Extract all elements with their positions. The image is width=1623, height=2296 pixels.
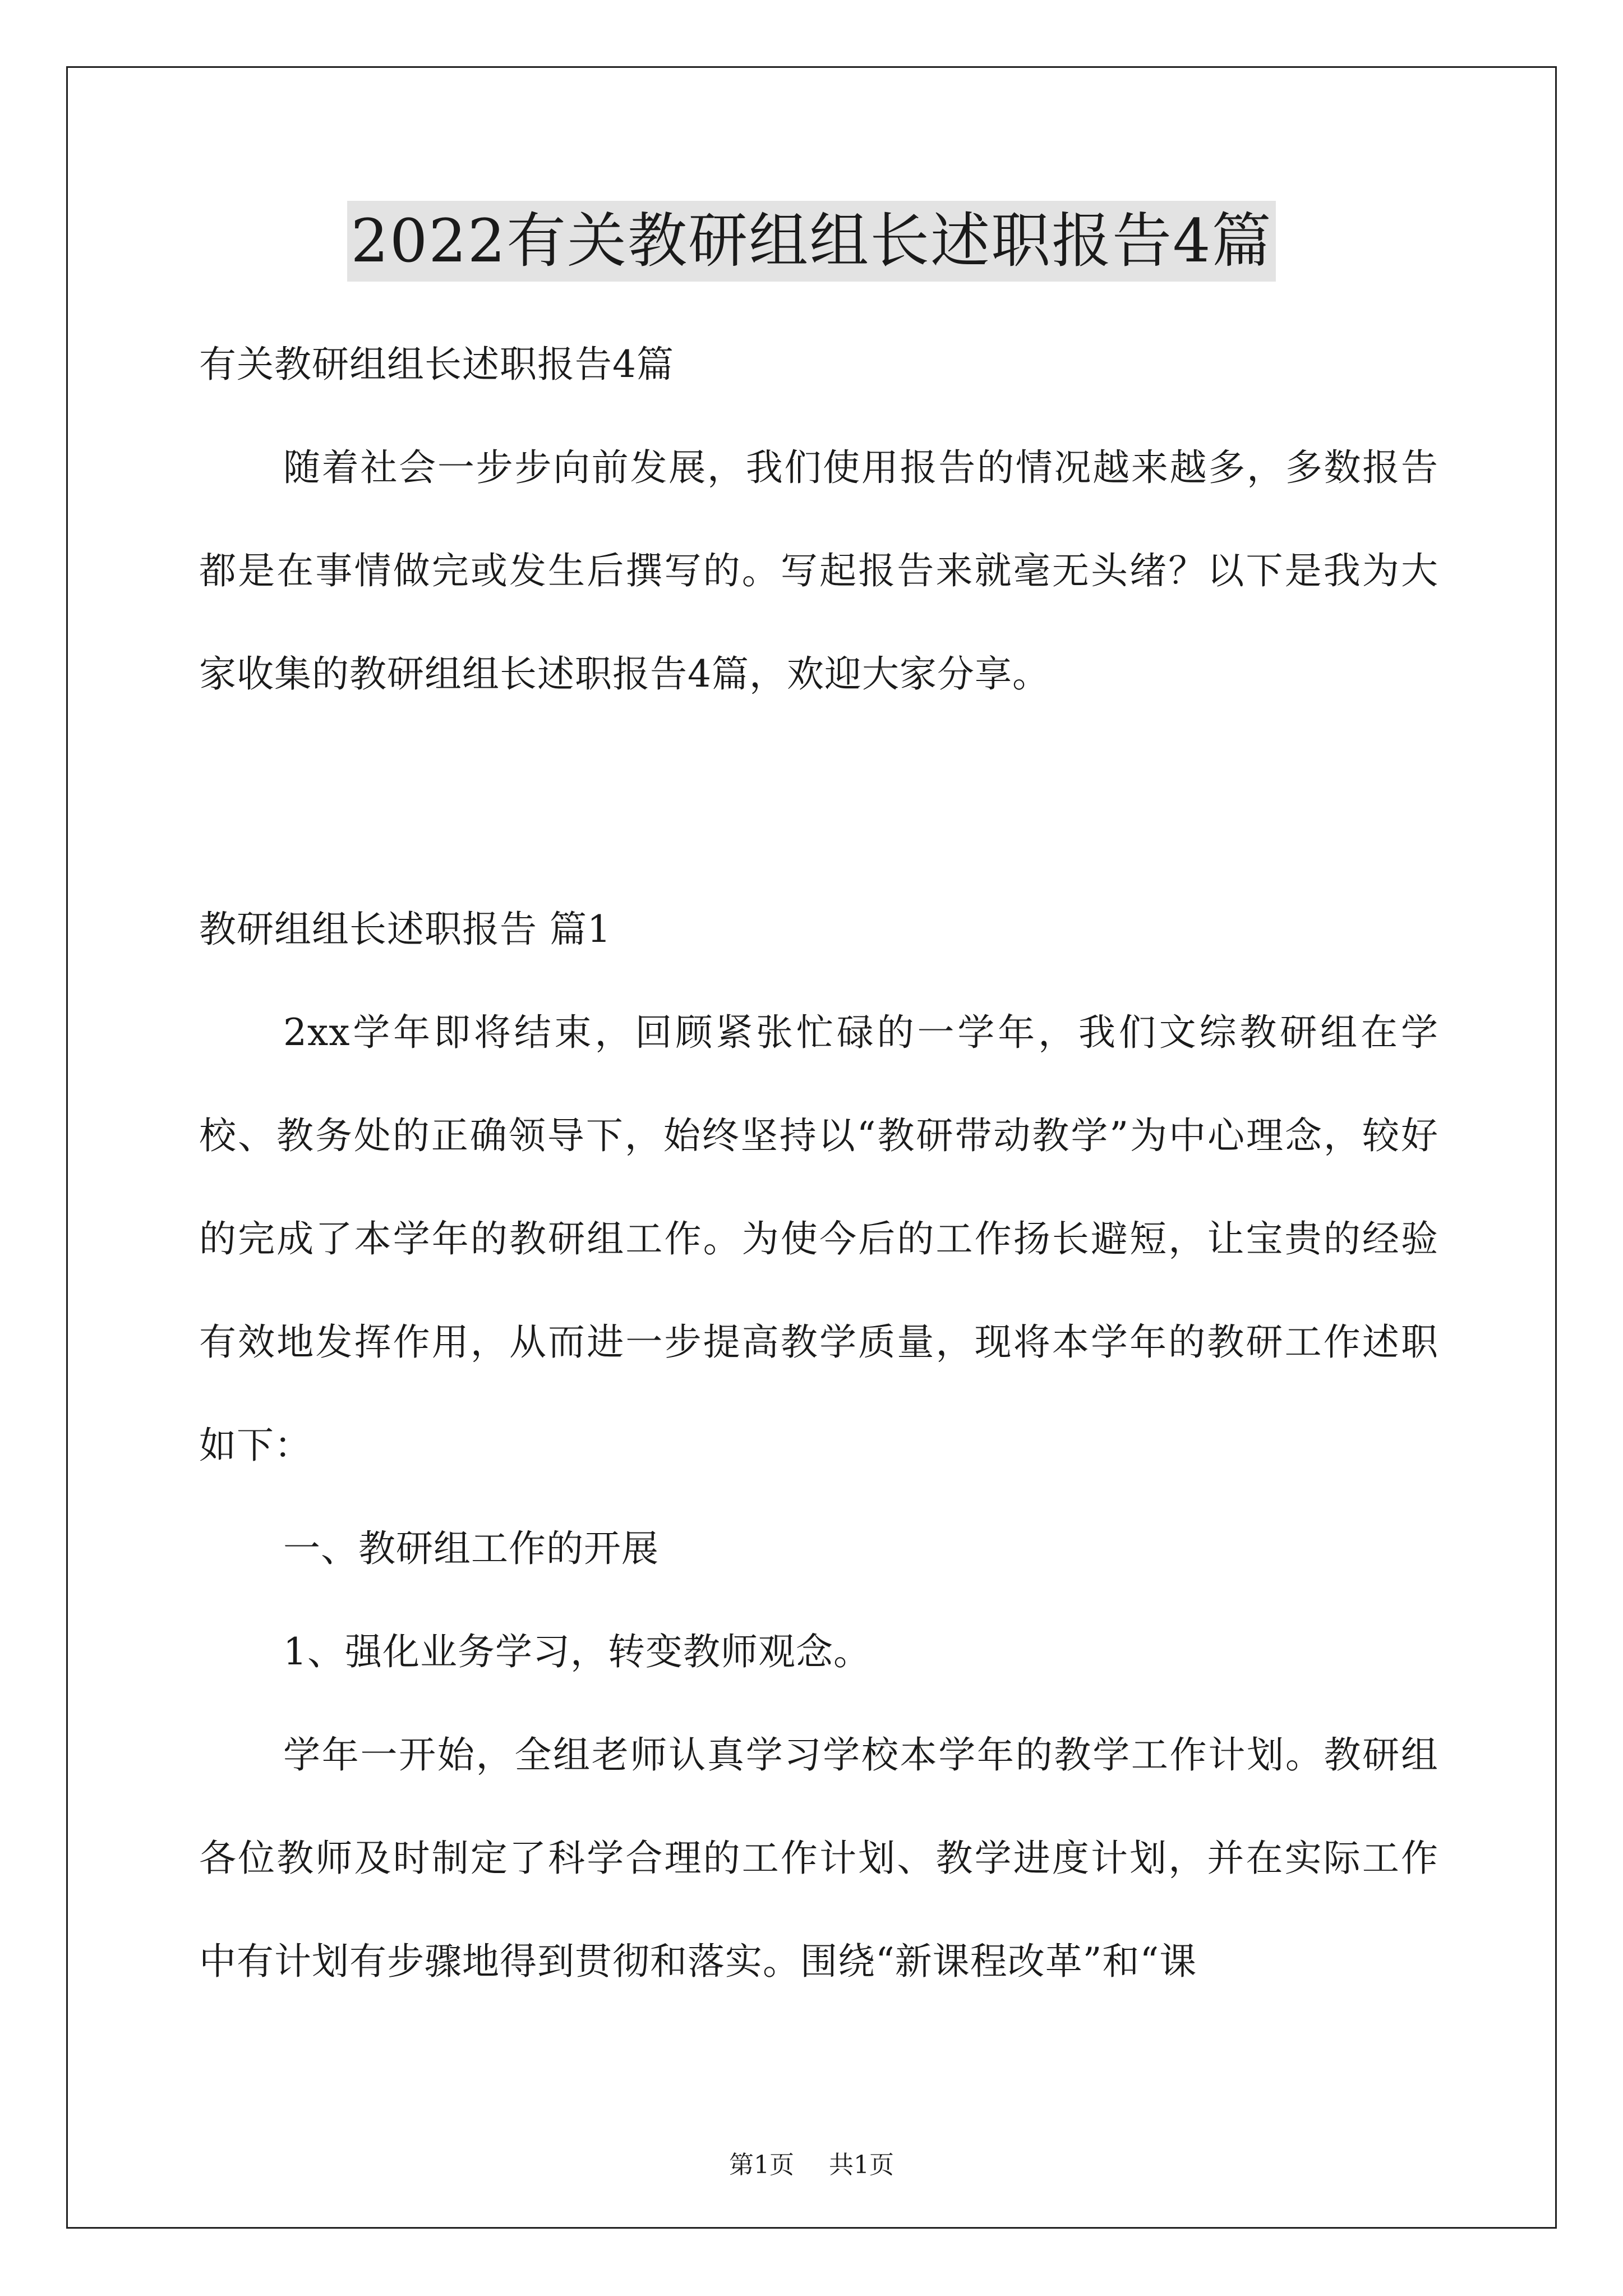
document-body-top: [199, 313, 1438, 726]
page-number-current: 第1页: [729, 2151, 794, 2179]
section-paragraph-1: 2xx学年即将结束，回顾紧张忙碌的一学年，我们文综教研组在学校、教务处的正确领导下，始终坚持以“教研带动教学”为中心理念，较好的完成了本学年的教研组工作。为使今后的工作扬长避短，让宝贵的经验有效地发挥作用，从而进一步提高教学质量，现将本学年的教研工作述职如下：: [199, 1011, 1438, 1467]
document-subtitle: 有关教研组组长述职报告4篇: [199, 343, 674, 386]
subheading-2: 1、强化业务学习，转变教师观念。: [283, 1630, 871, 1673]
page-number-total: 共1页: [829, 2151, 894, 2179]
page-footer: [0, 2148, 1623, 2182]
document-body-section: [199, 878, 1438, 2013]
subheading-1: 一、教研组工作的开展: [283, 1527, 659, 1570]
section-paragraph-2: 学年一开始，全组老师认真学习学校本学年的教学工作计划。教研组各位教师及时制定了科学合理的工作计划、教学进度计划，并在实际工作中有计划有步骤地得到贯彻和落实。围绕“新课程改革”和“课: [199, 1733, 1438, 1983]
section-heading: 教研组组长述职报告 篇1: [199, 908, 611, 951]
title-container: [0, 201, 1623, 282]
intro-paragraph: 随着社会一步步向前发展，我们使用报告的情况越来越多，多数报告都是在事情做完或发生后撰写的。写起报告来就毫无头绪？以下是我为大家收集的教研组组长述职报告4篇，欢迎大家分享。: [199, 446, 1438, 696]
document-title: 2022有关教研组组长述职报告4篇: [347, 201, 1275, 282]
